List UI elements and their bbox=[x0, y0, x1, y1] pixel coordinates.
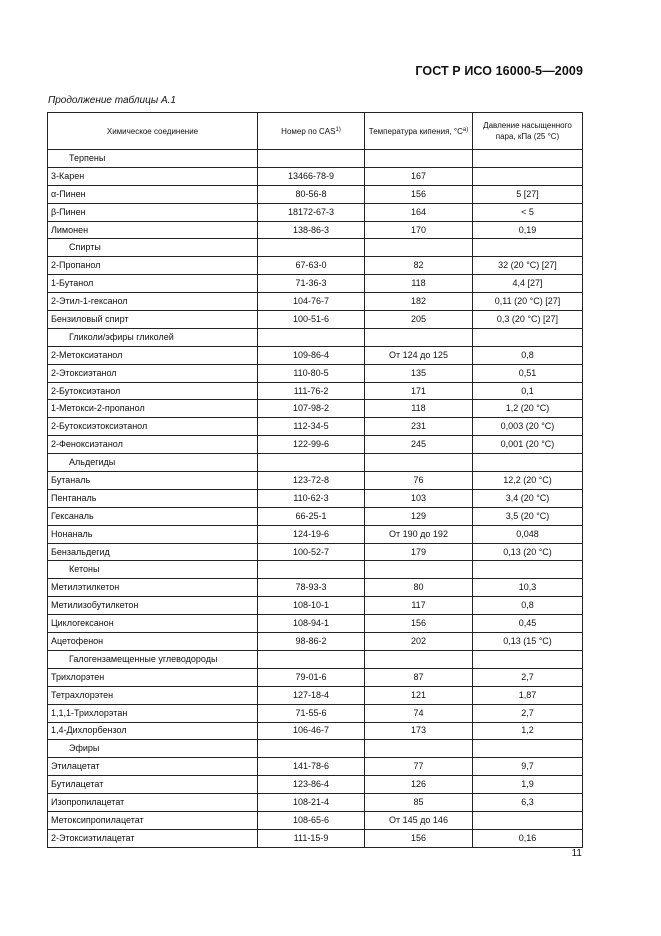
compound-cell: Циклогексанон bbox=[48, 615, 258, 633]
table-row bbox=[48, 436, 583, 454]
cas-cell: 104-76-7 bbox=[258, 293, 365, 311]
table-group-row bbox=[48, 239, 583, 257]
table-group-row bbox=[48, 561, 583, 579]
vapour-pressure-cell: 0,8 bbox=[473, 597, 583, 615]
cas-cell: 71-36-3 bbox=[258, 275, 365, 293]
boiling-point-cell: 126 bbox=[365, 776, 473, 794]
compound-cell: 2-Феноксиэтанол bbox=[48, 436, 258, 454]
empty-cell bbox=[473, 740, 583, 758]
compound-cell: α-Пинен bbox=[48, 185, 258, 203]
cas-cell: 108-94-1 bbox=[258, 615, 365, 633]
column-header-boiling-point: Температура кипения, $^\circ С^{а)}$ bbox=[365, 113, 473, 150]
boiling-point-cell: 87 bbox=[365, 668, 473, 686]
table-group-row bbox=[48, 328, 583, 346]
cas-cell: 138-86-3 bbox=[258, 221, 365, 239]
vapour-pressure-cell: 0,45 bbox=[473, 615, 583, 633]
table-row bbox=[48, 418, 583, 436]
cas-cell: 98-86-2 bbox=[258, 633, 365, 651]
table-row bbox=[48, 829, 583, 847]
boiling-point-cell: От 145 до 146 bbox=[365, 811, 473, 829]
cas-cell: 71-55-6 bbox=[258, 704, 365, 722]
vapour-pressure-cell: 2,7 bbox=[473, 704, 583, 722]
table-row bbox=[48, 203, 583, 221]
cas-cell: 79-01-6 bbox=[258, 668, 365, 686]
compound-cell: Трихлорэтен bbox=[48, 668, 258, 686]
table-row bbox=[48, 525, 583, 543]
vapour-pressure-cell: 3,4 (20 °С) bbox=[473, 489, 583, 507]
empty-cell bbox=[365, 454, 473, 472]
table-row bbox=[48, 704, 583, 722]
group-title: Спирты bbox=[48, 239, 258, 257]
empty-cell bbox=[258, 561, 365, 579]
vapour-pressure-cell: 0,16 bbox=[473, 829, 583, 847]
empty-cell bbox=[365, 561, 473, 579]
boiling-point-cell: 164 bbox=[365, 203, 473, 221]
compound-cell: Метоксипропилацетат bbox=[48, 811, 258, 829]
column-header-cas: Номер по CAS$^{1)}$ bbox=[258, 113, 365, 150]
boiling-point-cell: 103 bbox=[365, 489, 473, 507]
table-group-row bbox=[48, 454, 583, 472]
compound-cell: 2-Пропанол bbox=[48, 257, 258, 275]
cas-cell: 109-86-4 bbox=[258, 346, 365, 364]
compound-cell: 1,4-Дихлорбензол bbox=[48, 722, 258, 740]
cas-cell: 78-93-3 bbox=[258, 579, 365, 597]
table-body bbox=[48, 150, 583, 848]
compound-cell: Метилизобутилкетон bbox=[48, 597, 258, 615]
cas-cell: 123-72-8 bbox=[258, 472, 365, 490]
boiling-point-cell: 170 bbox=[365, 221, 473, 239]
compound-cell: 2-Этоксиэтилацетат bbox=[48, 829, 258, 847]
compound-cell: Тетрахлорэтен bbox=[48, 686, 258, 704]
compound-cell: 2-Этоксиэтанол bbox=[48, 364, 258, 382]
table-row bbox=[48, 543, 583, 561]
cas-cell: 112-34-5 bbox=[258, 418, 365, 436]
empty-cell bbox=[258, 150, 365, 168]
boiling-point-cell: 179 bbox=[365, 543, 473, 561]
compound-cell: Бутаналь bbox=[48, 472, 258, 490]
empty-cell bbox=[365, 650, 473, 668]
boiling-point-cell: 156 bbox=[365, 615, 473, 633]
vapour-pressure-cell: 1,9 bbox=[473, 776, 583, 794]
cas-cell: 124-19-6 bbox=[258, 525, 365, 543]
boiling-point-cell: 118 bbox=[365, 275, 473, 293]
vapour-pressure-cell: 3,5 (20 °С) bbox=[473, 507, 583, 525]
table-row bbox=[48, 293, 583, 311]
cas-cell: 108-65-6 bbox=[258, 811, 365, 829]
compound-cell: Лимонен bbox=[48, 221, 258, 239]
empty-cell bbox=[365, 239, 473, 257]
document-header: ГОСТ Р ИСО 16000-5—2009 bbox=[415, 64, 583, 78]
cas-cell: 110-80-5 bbox=[258, 364, 365, 382]
compounds-table bbox=[47, 112, 583, 848]
table-row bbox=[48, 686, 583, 704]
empty-cell bbox=[258, 454, 365, 472]
table-row bbox=[48, 167, 583, 185]
compound-cell: 2-Бутоксиэтоксиэтанол bbox=[48, 418, 258, 436]
table-group-row bbox=[48, 150, 583, 168]
boiling-point-cell: От 190 до 192 bbox=[365, 525, 473, 543]
vapour-pressure-cell: 9,7 bbox=[473, 758, 583, 776]
vapour-pressure-cell: 5 [27] bbox=[473, 185, 583, 203]
boiling-point-cell: 173 bbox=[365, 722, 473, 740]
empty-cell bbox=[365, 328, 473, 346]
compound-cell: Изопропилацетат bbox=[48, 794, 258, 812]
compound-cell: 1-Бутанол bbox=[48, 275, 258, 293]
table-group-row bbox=[48, 740, 583, 758]
vapour-pressure-cell: 0,1 bbox=[473, 382, 583, 400]
compound-cell: 2-Бутоксиэтанол bbox=[48, 382, 258, 400]
bp-footnote-mark: а) bbox=[462, 127, 469, 133]
group-title: Галогензамещенные углеводороды bbox=[48, 650, 258, 668]
compound-cell: Бензиловый спирт bbox=[48, 311, 258, 329]
empty-cell bbox=[473, 561, 583, 579]
vapour-pressure-cell: 0,13 (15 °С) bbox=[473, 633, 583, 651]
table-row bbox=[48, 579, 583, 597]
vapour-pressure-cell: 0,3 (20 °С) [27] bbox=[473, 311, 583, 329]
compound-cell: 1-Метокси-2-пропанол bbox=[48, 400, 258, 418]
compound-cell: 1,1,1-Трихлорэтан bbox=[48, 704, 258, 722]
cas-cell: 66-25-1 bbox=[258, 507, 365, 525]
cas-cell: 122-99-6 bbox=[258, 436, 365, 454]
table-row bbox=[48, 597, 583, 615]
vapour-pressure-cell: 0,13 (20 °С) bbox=[473, 543, 583, 561]
table-row bbox=[48, 346, 583, 364]
cas-cell: 111-76-2 bbox=[258, 382, 365, 400]
boiling-point-cell: 76 bbox=[365, 472, 473, 490]
table-row bbox=[48, 776, 583, 794]
vapour-pressure-cell: 1,2 (20 °С) bbox=[473, 400, 583, 418]
boiling-point-cell: 171 bbox=[365, 382, 473, 400]
table-row bbox=[48, 311, 583, 329]
boiling-point-cell: 202 bbox=[365, 633, 473, 651]
boiling-point-cell: 182 bbox=[365, 293, 473, 311]
table-row bbox=[48, 722, 583, 740]
empty-cell bbox=[258, 239, 365, 257]
boiling-point-cell: 118 bbox=[365, 400, 473, 418]
boiling-point-cell: 129 bbox=[365, 507, 473, 525]
vapour-pressure-cell: 12,2 (20 °С) bbox=[473, 472, 583, 490]
table-row bbox=[48, 221, 583, 239]
table-group-row bbox=[48, 650, 583, 668]
cas-cell: 108-10-1 bbox=[258, 597, 365, 615]
boiling-point-cell: 231 bbox=[365, 418, 473, 436]
boiling-point-cell: 156 bbox=[365, 829, 473, 847]
table-row bbox=[48, 811, 583, 829]
vapour-pressure-cell: 4,4 [27] bbox=[473, 275, 583, 293]
compound-cell: 2-Этил-1-гексанол bbox=[48, 293, 258, 311]
table-row bbox=[48, 794, 583, 812]
vapour-pressure-cell: 0,19 bbox=[473, 221, 583, 239]
boiling-point-cell: 121 bbox=[365, 686, 473, 704]
vapour-pressure-cell: 32 (20 °С) [27] bbox=[473, 257, 583, 275]
table-row bbox=[48, 633, 583, 651]
cas-cell: 123-86-4 bbox=[258, 776, 365, 794]
table-row bbox=[48, 615, 583, 633]
group-title: Кетоны bbox=[48, 561, 258, 579]
compound-cell: Бутилацетат bbox=[48, 776, 258, 794]
vapour-pressure-cell: 1,2 bbox=[473, 722, 583, 740]
vapour-pressure-cell: 2,7 bbox=[473, 668, 583, 686]
table-row bbox=[48, 364, 583, 382]
compound-cell: Нонаналь bbox=[48, 525, 258, 543]
column-header-vapour-pressure: Давление насыщенного пара, кПа (25 °С) bbox=[473, 113, 583, 150]
empty-cell bbox=[258, 650, 365, 668]
cas-cell: 80-56-8 bbox=[258, 185, 365, 203]
table-caption: Продолжение таблицы А.1 bbox=[48, 95, 176, 106]
column-header-compound: Химическое соединение bbox=[48, 113, 258, 150]
cas-cell: 111-15-9 bbox=[258, 829, 365, 847]
table-row bbox=[48, 185, 583, 203]
table-row bbox=[48, 507, 583, 525]
group-title: Альдегиды bbox=[48, 454, 258, 472]
empty-cell bbox=[473, 328, 583, 346]
cas-footnote-mark: 1) bbox=[335, 127, 341, 133]
cas-cell: 100-52-7 bbox=[258, 543, 365, 561]
table-row bbox=[48, 275, 583, 293]
boiling-point-cell: 135 bbox=[365, 364, 473, 382]
cas-cell: 108-21-4 bbox=[258, 794, 365, 812]
compound-cell: Этилацетат bbox=[48, 758, 258, 776]
empty-cell bbox=[473, 150, 583, 168]
boiling-point-cell: 74 bbox=[365, 704, 473, 722]
boiling-point-cell: 205 bbox=[365, 311, 473, 329]
boiling-point-cell: 80 bbox=[365, 579, 473, 597]
compound-cell: Ацетофенон bbox=[48, 633, 258, 651]
cas-cell: 107-98-2 bbox=[258, 400, 365, 418]
group-title: Терпены bbox=[48, 150, 258, 168]
vapour-pressure-cell: 6,3 bbox=[473, 794, 583, 812]
vapour-pressure-cell bbox=[473, 167, 583, 185]
table-row bbox=[48, 382, 583, 400]
cas-cell: 127-18-4 bbox=[258, 686, 365, 704]
boiling-point-cell: 85 bbox=[365, 794, 473, 812]
group-title: Гликоли/эфиры гликолей bbox=[48, 328, 258, 346]
compound-cell: 3-Карен bbox=[48, 167, 258, 185]
group-title: Эфиры bbox=[48, 740, 258, 758]
page-number: 11 bbox=[571, 848, 582, 859]
vapour-pressure-cell: 0,003 (20 °С) bbox=[473, 418, 583, 436]
boiling-point-cell: 156 bbox=[365, 185, 473, 203]
boiling-point-cell: От 124 до 125 bbox=[365, 346, 473, 364]
vapour-pressure-cell: 0,048 bbox=[473, 525, 583, 543]
boiling-point-cell: 77 bbox=[365, 758, 473, 776]
empty-cell bbox=[473, 239, 583, 257]
compound-cell: β-Пинен bbox=[48, 203, 258, 221]
boiling-point-cell: 117 bbox=[365, 597, 473, 615]
table-row bbox=[48, 758, 583, 776]
vapour-pressure-cell bbox=[473, 811, 583, 829]
compound-cell: Метилэтилкетон bbox=[48, 579, 258, 597]
vapour-pressure-cell: 1,87 bbox=[473, 686, 583, 704]
cas-cell: 13466-78-9 bbox=[258, 167, 365, 185]
compound-cell: Бензальдегид bbox=[48, 543, 258, 561]
compound-cell: Пентаналь bbox=[48, 489, 258, 507]
compound-cell: Гексаналь bbox=[48, 507, 258, 525]
cas-cell: 100-51-6 bbox=[258, 311, 365, 329]
cas-cell: 18172-67-3 bbox=[258, 203, 365, 221]
boiling-point-cell: 82 bbox=[365, 257, 473, 275]
empty-cell bbox=[473, 650, 583, 668]
empty-cell bbox=[473, 454, 583, 472]
vapour-pressure-cell: < 5 bbox=[473, 203, 583, 221]
cas-cell: 106-46-7 bbox=[258, 722, 365, 740]
empty-cell bbox=[258, 328, 365, 346]
table-header-row bbox=[48, 113, 583, 150]
empty-cell bbox=[365, 150, 473, 168]
compound-cell: 2-Метоксиэтанол bbox=[48, 346, 258, 364]
vapour-pressure-cell: 10,3 bbox=[473, 579, 583, 597]
cas-cell: 110-62-3 bbox=[258, 489, 365, 507]
table-row bbox=[48, 257, 583, 275]
table-row bbox=[48, 668, 583, 686]
cas-cell: 141-78-6 bbox=[258, 758, 365, 776]
table-row bbox=[48, 400, 583, 418]
vapour-pressure-cell: 0,51 bbox=[473, 364, 583, 382]
empty-cell bbox=[365, 740, 473, 758]
cas-cell: 67-63-0 bbox=[258, 257, 365, 275]
boiling-point-cell: 245 bbox=[365, 436, 473, 454]
boiling-point-cell: 167 bbox=[365, 167, 473, 185]
empty-cell bbox=[258, 740, 365, 758]
table-row bbox=[48, 489, 583, 507]
vapour-pressure-cell: 0,8 bbox=[473, 346, 583, 364]
table-row bbox=[48, 472, 583, 490]
vapour-pressure-cell: 0,11 (20 °С) [27] bbox=[473, 293, 583, 311]
vapour-pressure-cell: 0,001 (20 °С) bbox=[473, 436, 583, 454]
